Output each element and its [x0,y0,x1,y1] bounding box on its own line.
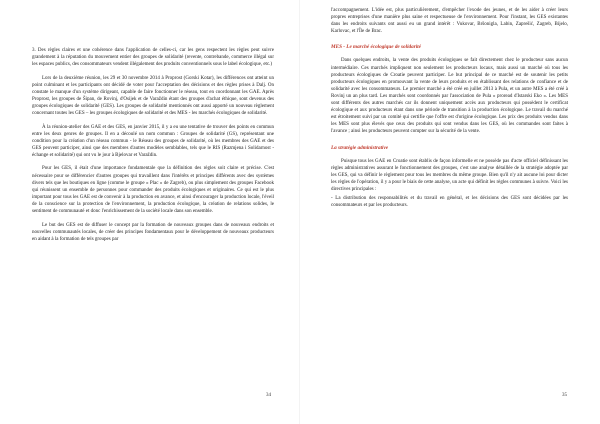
section-heading: La stratégie administrative [331,144,389,151]
page-number: 34 [266,393,271,398]
paragraph: Le but des GES est de diffuser le concept par la formation de nouveaux groupes dans de nouveaux endroits et nouvelles communautés locales, de créer des principes fondamentaux pour le développement de nouveaux producteurs en aidant à la formation de tels groupes par [32,222,274,242]
paragraph: Puisque tous les GAE en Croatie sont établis de façon informelle et ne possède pas d'acte officiel définissant les règles administratives assurant le fonctionnement des groupes, c'est une analyse détaillée de la stratégie adoptée par les GES, qui va définir le règlement pour tous les membres du même groupe. Bien qu'il n'y ait aucune loi pour dicter les règles de l'opération, il y a pour le biais de cette analyse, un acte qui définit les règles communes à suivre. Voici les directives principales : [331,158,568,192]
paragraph: - La distribution des responsabilités et du travail en général, et les décisions des GES sont décidées par les consommateurs et par les producteurs. [331,196,568,209]
paragraph: Lors de la deuxième réunion, les 29 et 30 novembre 2014 à Proprost (Gorski Kotar), les différences ont atteint un point culminant et les participants ont décidé de voter pour l'acceptation des décisions et des règles prises à Dalj. On constate le manque d'un système dirigeant, capable de faire fonctionner le réseau, tout en coordonnant les GAE. Après Proprost, les groupes de Šipan, de Rovinj, d'Osijek et de Varaždin étant des groupes d'achat éthique, sont devenus des groupes écologiques de solidarité (GES). Les groupes de solidarité mentionnés ont aussi apporté un nouveau règlement concernant toutes les GES – les groupes écologiques de solidarité et des MES - les marchés écologiques de solidarité. [32,75,274,117]
paragraph: l'accompagnement. L'idée est, plus particulièrement, d'empêcher l'exode des jeunes, et de les aider à créer leurs propres entreprises d'une manière plus saine et respectueuse de l'environnement. Pour l'instant, les GES existantes dans les endroits suivants ont aussi eu un grand intérêt : Vukovar, Bršonigla, Labin, Zaprešić, Zagreb, Bijelo, Karlovac, et l'Île de Brac. [331,8,568,35]
section-heading: MES - Le marché écologique de solidarité [331,44,421,51]
page-number: 35 [562,393,567,398]
paragraph: Dans quelques endroits, la vente des produits écologiques se fait directement chez le producteur sans aucun intermédiaire. Ces marchés impliquent non seulement les producteurs locaux, mais aussi un marché où tous les producteurs écologiques de Croatie peuvent participer. Le but principal de ce marché est de soutenir les petits producteurs écologiques en promouvant la vente de leurs produits et en établissant des relations de confiance et de solidarité avec les consommateurs. Le premier marché a été créé en juillet 2013 à Pula, et un autre MES a été créé à Rovinj un an plus tard. Les marchés sont coordonnés par l'association de Pula « proread d'Istarski Eko ». Les MES sont différents des autres marchés car ils donnent uniquement accès aux producteurs qui possèdent le certificat écologique et aux producteurs étant dans une période de transition à la production écologique. Le travail du marché est étroitement suivi par un comité qui certifie que l'offre est d'origine écologique. Les prix des produits vendus dans les MES sont plus élevés que ceux des produits qui sont vendus dans les GES, où les commandes sont faites à l'avance ; ainsi les producteurs peuvent compter sur la sécurité de la vente. [331,58,568,135]
paragraph: À la réunion-atelier des GAE et des GES, en janvier 2015, il y a eu une tentative de trouver des points en commun entre les deux genres de groupes. Il en a découlé un nom commun : Groupes de solidarité (GS), représentant une condition pour la création d'un réseau commun - le Réseau des groupes de solidarité, où les membres des GAE et des GES peuvent participer, ainsi que des membres d'autres modèles semblables, tels que le RIS (Razmjena i Solidarnost - échange et solidarité) qui ont vu le jour à Bjelovar et Varaždin. [32,124,274,158]
right-text-column [300,0,600,216]
right-page [300,0,600,424]
paragraph: Pour les GES, il était d'une importance fondamentale que la définition des règles soit claire et précise. C'est nécessaire pour se différencier d'autres groupes qui travaillent dans l'intérêts et principes différents avec des systèmes divers tels que les boutiques en ligne (comme le groupe « Plac » de Zagreb), ou plus simplement des groupes Facebook qui réunissent un ensemble de personnes pour commander des produits écologiques et originaires. Ce qui est le plus important pour tous les GAE est de convenir à la production en avance, et ainsi d'encourager la production locale, l'éveil de la conscience sur la protection de l'environnement, la production écologique, la création de relations solides, le sentiment de communauté et donc l'enrichissement de la société locale dans son ensemble. [32,166,274,215]
left-text-column [0,0,300,249]
paragraph: 3. Des règles claires et une cohérence dans l'application de celles-ci, car les gens respectent les règles peut suivre grandement à la réputation du mouvement entier des groupes de solidarité (revente, contrebande, commerce illégal sur les espaces publics, des consommateurs vendent illégalement des produits conventionnels sous le label écologique, etc.) [32,48,274,68]
